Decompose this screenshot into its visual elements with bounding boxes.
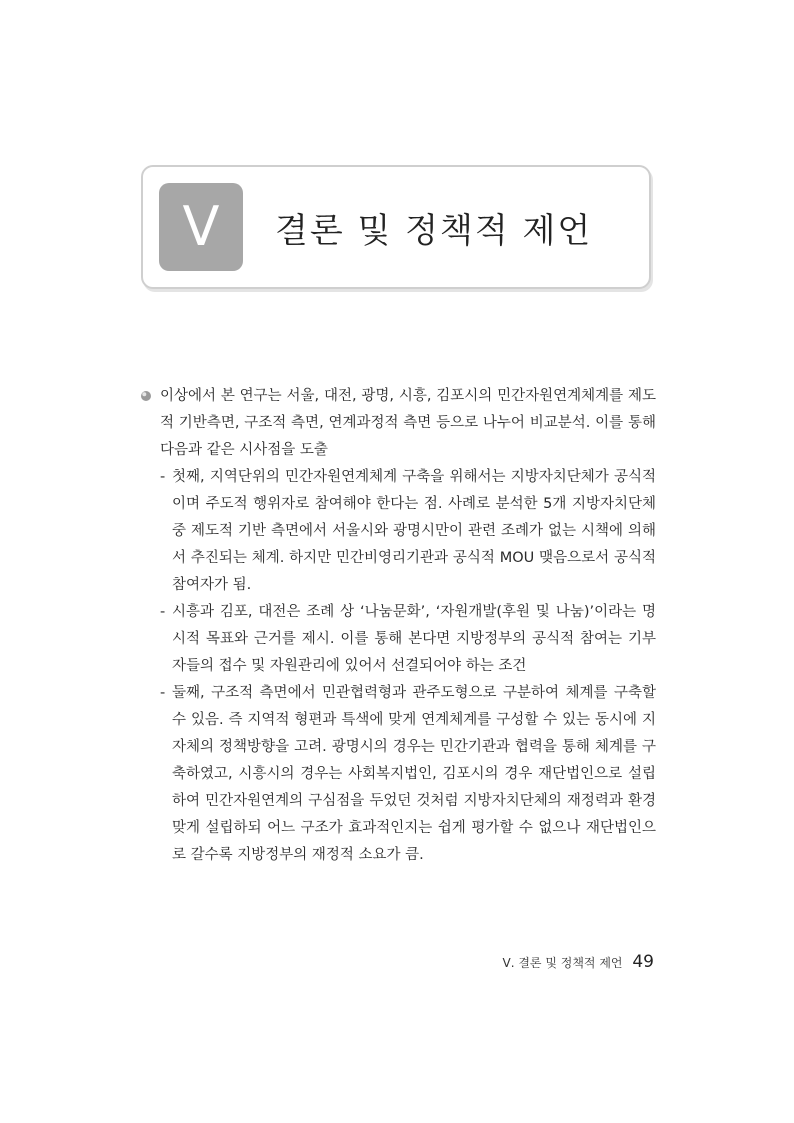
list-item-text: 둘째, 구조적 측면에서 민관협력형과 관주도형으로 구분하여 체계를 구축할 수 있음. 즉 지역적 형편과 특색에 맞게 연계체계를 구성할 수 있는 동시에 지자체의 정책방향을 고려. 광명시의 경우는 민간기관과 협력을 통해 체계를 구축하였고, 시흥시의 경우는 사회복지법인, 김포시의 경우 재단법인으로 설립하여 민간자원연계의 구심점을 두었던 것처럼 지방자치단체의 재정력과 환경 맞게 설립하되 어느 구조가 효과적인지는 쉽게 평가할 수 없으나 재단법인으로 갈수록 지방정부의 재정적 소요가 큼. — [172, 685, 656, 863]
page-footer — [503, 952, 655, 972]
body-content — [140, 383, 656, 869]
dash-mark: - — [160, 604, 166, 620]
list-item — [140, 464, 656, 599]
chapter-number: V — [159, 183, 243, 271]
bullet-text: 이상에서 본 연구는 서울, 대전, 광명, 시흥, 김포시의 민간자원연계체계를 제도적 기반측면, 구조적 측면, 연계과정적 측면 등으로 나누어 비교분석. 이를 통해 다음과 같은 시사점을 도출 — [160, 388, 656, 458]
bullet-icon — [140, 390, 152, 402]
dash-mark: - — [160, 685, 166, 701]
dash-mark: - — [160, 469, 166, 485]
list-item — [140, 599, 656, 680]
bullet-paragraph — [140, 383, 656, 464]
list-item-text: 시흥과 김포, 대전은 조례 상 ‘나눔문화’, ‘자원개발(후원 및 나눔)’이라는 명시적 목표와 근거를 제시. 이를 통해 본다면 지방정부의 공식적 참여는 기부자들의 접수 및 자원관리에 있어서 선결되어야 하는 조건 — [172, 604, 656, 674]
footer-chapter-label: Ⅴ. 결론 및 정책적 제언 — [502, 956, 623, 970]
list-item — [140, 680, 656, 869]
page-number: 49 — [632, 952, 654, 972]
chapter-header — [141, 165, 651, 289]
chapter-title: 결론 및 정책적 제언 — [275, 211, 593, 251]
list-item-text: 첫째, 지역단위의 민간자원연계체계 구축을 위해서는 지방자치단체가 공식적이며 주도적 행위자로 참여해야 한다는 점. 사례로 분석한 5개 지방자치단체 중 제도적 기반 측면에서 서울시와 광명시만이 관련 조례가 없는 시책에 의해서 추진되는 체계. 하지만 민간비영리기관과 공식적 MOU 맺음으로서 공식적 참여자가 됨. — [172, 469, 656, 593]
